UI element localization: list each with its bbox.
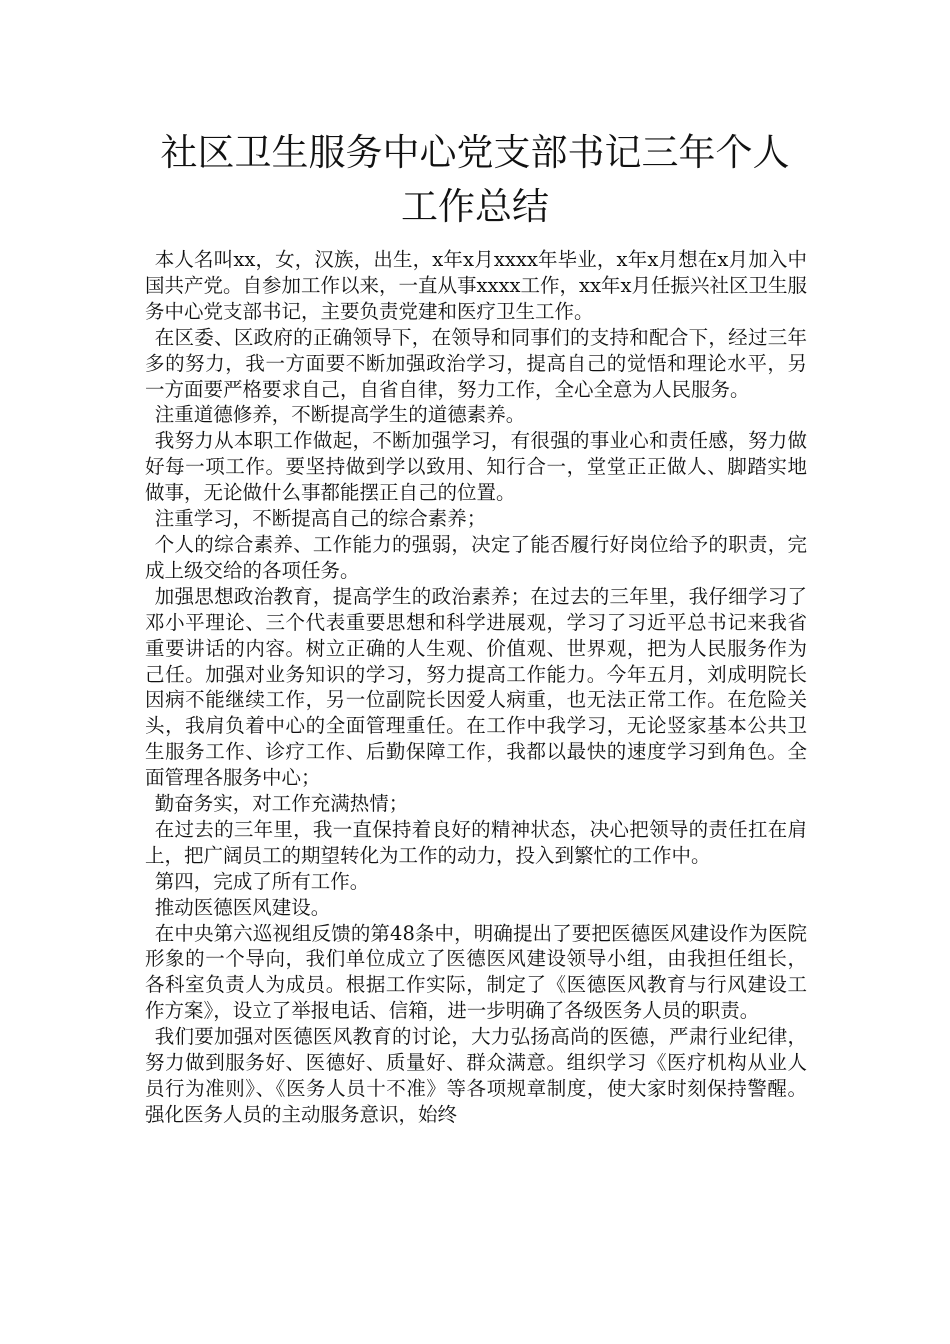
paragraph-4: 我努力从本职工作做起，不断加强学习，有很强的事业心和责任感，努力做好每一项工作。要坚持做到学以致用、知行合一，堂堂正正做人、脚踏实地做事，无论做什么事都能摆正自己的位置。 [145, 429, 807, 505]
document-title: 社区卫生服务中心党支部书记三年个人工作总结 [160, 131, 790, 228]
paragraph-2: 在区委、区政府的正确领导下，在领导和同事们的支持和配合下，经过三年多的努力，我一方面要不断加强政治学习，提高自己的觉悟和理论水平，另一方面要严格要求自己，自省自律，努力工作，全心全意为人民服务。 [145, 325, 807, 401]
paragraph-10: 第四，完成了所有工作。 [154, 869, 370, 893]
paragraph-12: 在中央第六巡视组反馈的第48条中，明确提出了要把医德医风建设作为医院形象的一个导向，我们单位成立了医德医风建设领导小组，由我担任组长，各科室负责人为成员。根据工作实际，制定了《医德医风教育与行风建设工作方案》，设立了举报电话、信箱，进一步明确了各级医务人员的职责。 [145, 921, 807, 1023]
document-body [145, 247, 807, 1128]
paragraph-6: 个人的综合素养、工作能力的强弱，决定了能否履行好岗位给予的职责，完成上级交给的各项任务。 [145, 532, 807, 582]
paragraph-13: 我们要加强对医德医风教育的讨论，大力弘扬高尚的医德，严肃行业纪律，努力做到服务好、医德好、质量好、群众满意。组织学习《医疗机构从业人员行为准则》、《医务人员十不准》等各项规章制度，使大家时刻保持警醒。强化医务人员的主动服务意识，始终 [145, 1025, 807, 1126]
paragraph-7: 加强思想政治教育，提高学生的政治素养；在过去的三年里，我仔细学习了邓小平理论、三个代表重要思想和科学进展观，学习了习近平总书记来我省重要讲话的内容。树立正确的人生观、价值观、世界观，把为人民服务作为己任。加强对业务知识的学习，努力提高工作能力。今年五月，刘成明院长因病不能继续工作，另一位副院长因爱人病重，也无法正常工作。在危险关头，我肩负着中心的全面管理重任。在工作中我学习，无论竖家基本公共卫生服务工作、诊疗工作、后勤保障工作，我都以最快的速度学习到角色。全面管理各服务中心； [145, 584, 807, 790]
paragraph-11: 推动医德医风建设。 [154, 895, 331, 919]
paragraph-9: 在过去的三年里，我一直保持着良好的精神状态，决心把领导的责任扛在肩上，把广阔员工的期望转化为工作的动力，投入到繁忙的工作中。 [145, 817, 807, 867]
paragraph-5: 注重学习，不断提高自己的综合素养； [154, 507, 487, 531]
paragraph-1: 本人名叫xx，女，汉族，出生，x年x月xxxx年毕业，x年x月想在x月加入中国共产党。自参加工作以来，一直从事xxxx工作，xx年x月任振兴社区卫生服务中心党支部书记，主要负责党建和医疗卫生工作。 [145, 248, 807, 323]
paragraph-8: 勤奋务实，对工作充满热情； [154, 792, 409, 816]
paragraph-3: 注重道德修养，不断提高学生的道德素养。 [154, 403, 526, 427]
